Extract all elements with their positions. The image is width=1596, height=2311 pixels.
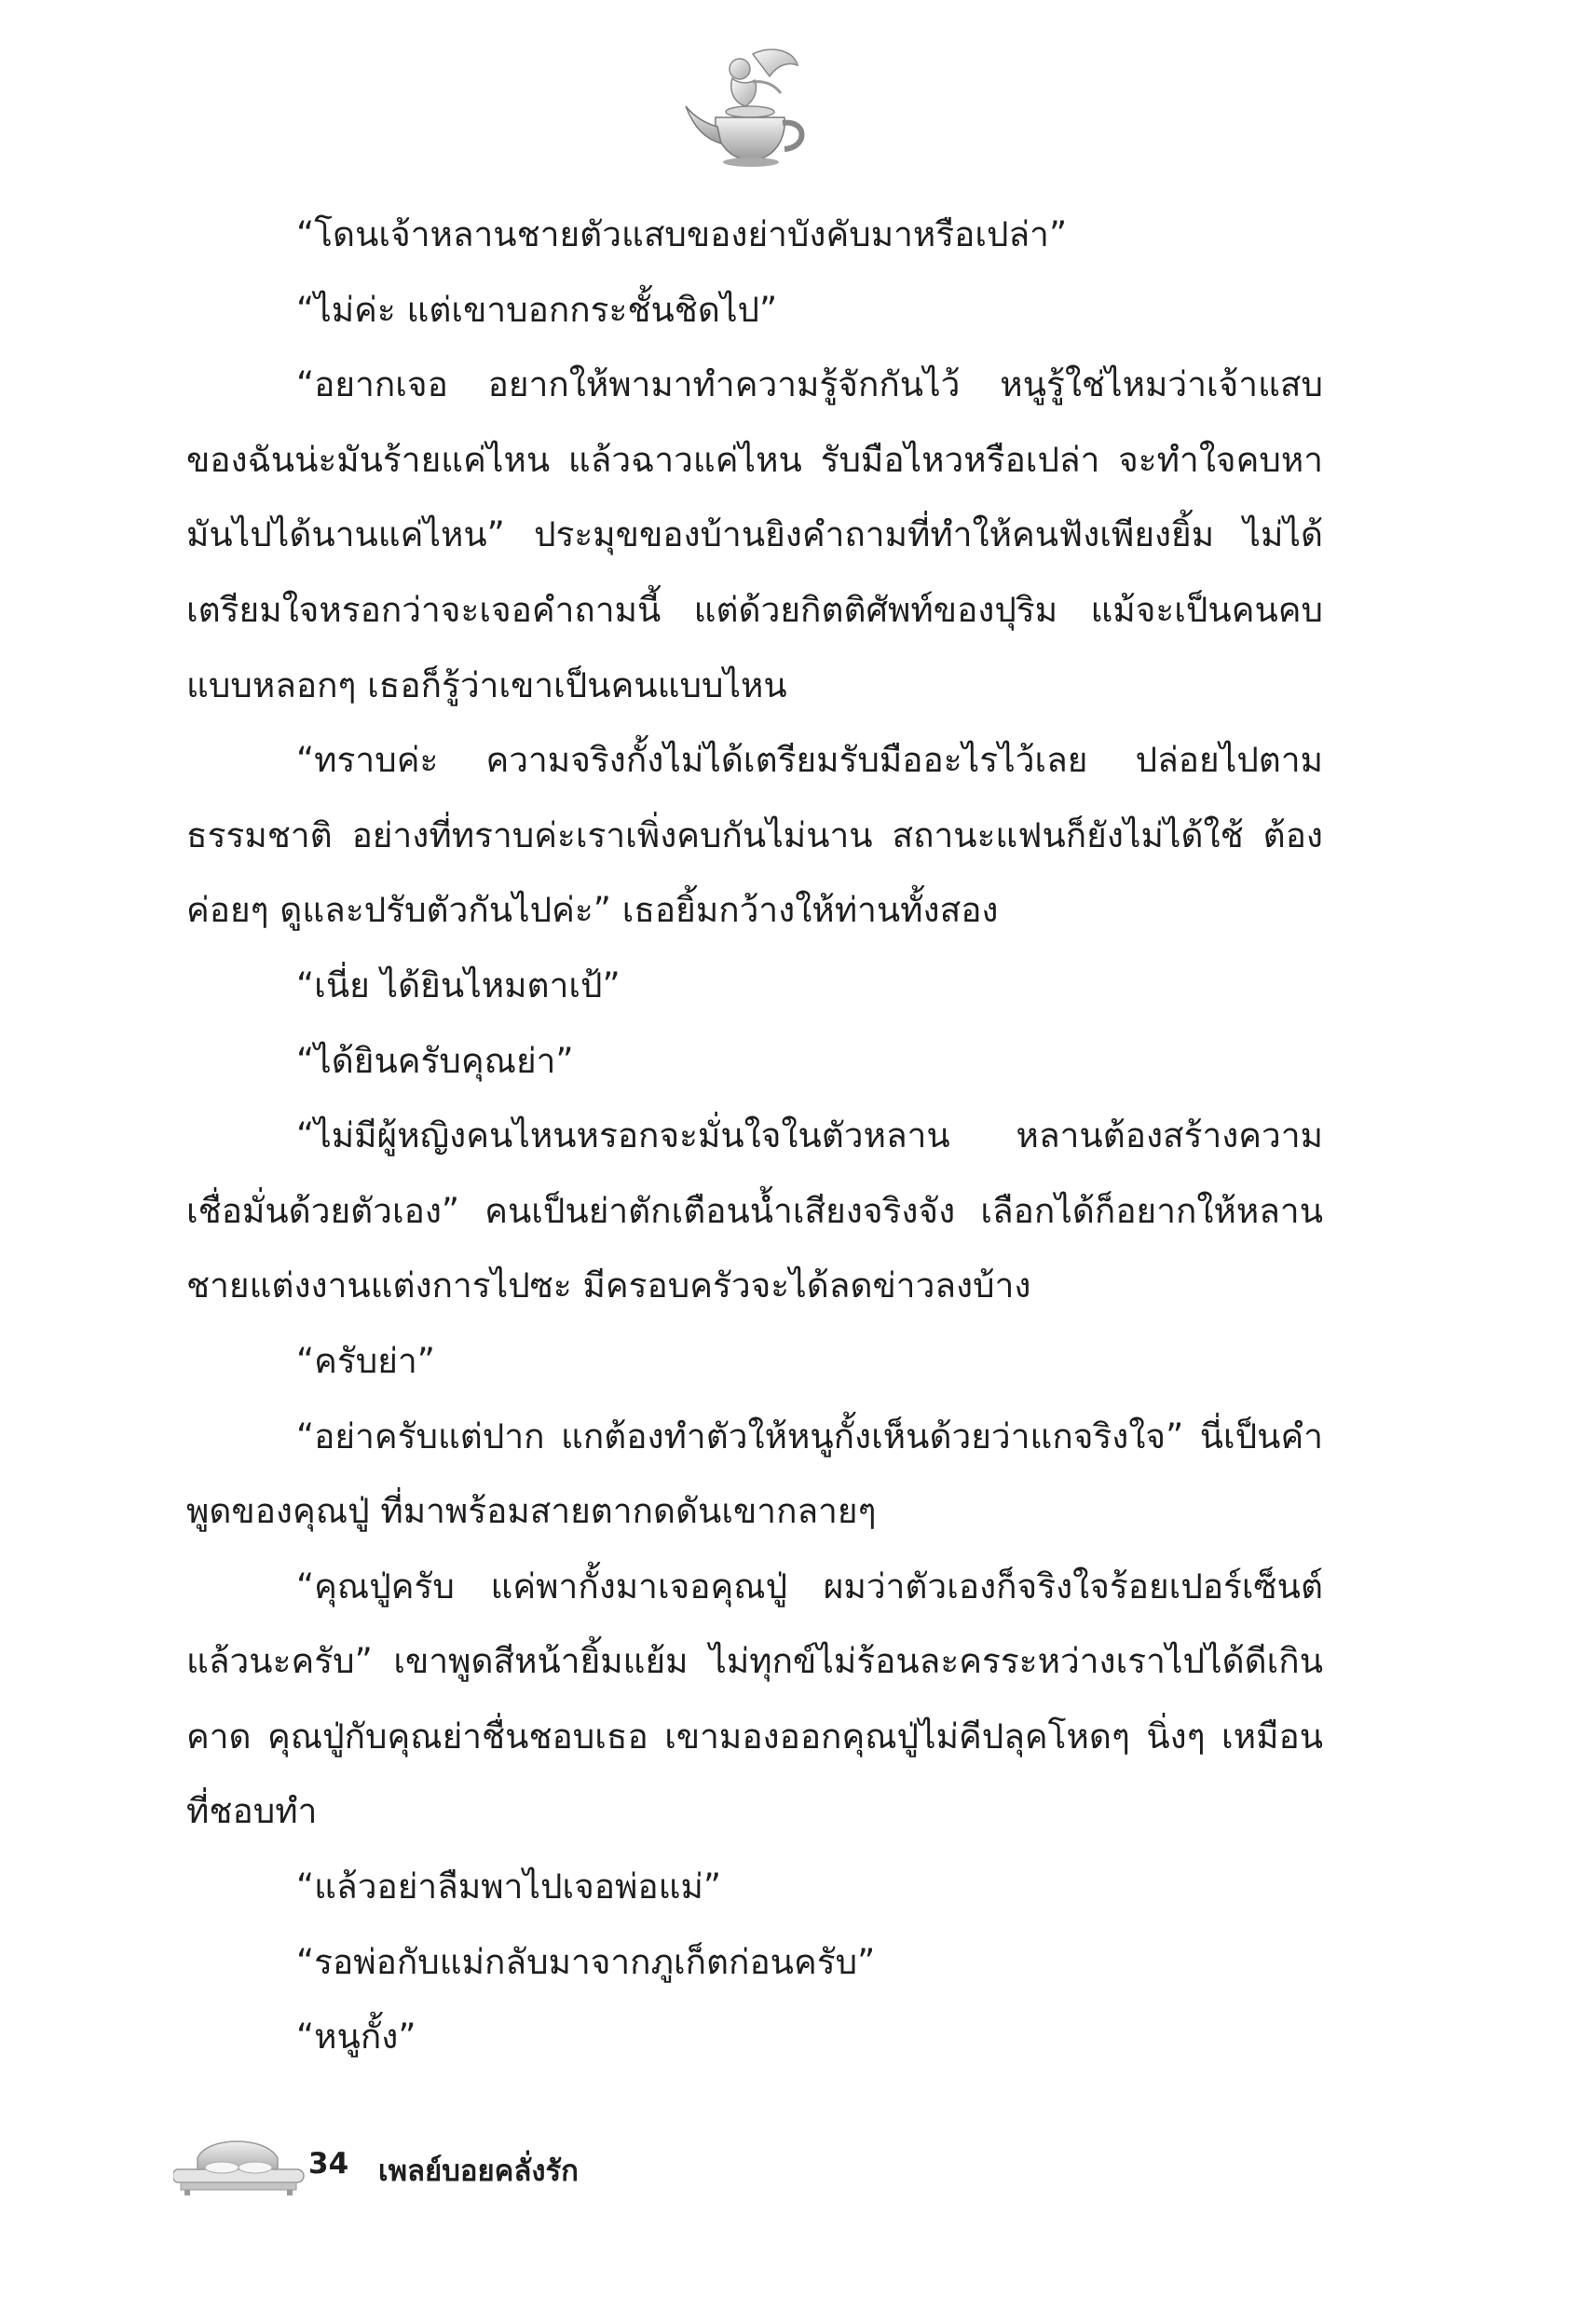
- page-footer: [173, 2132, 732, 2197]
- paragraph: “แล้วอย่าลืมพาไปเจอพ่อแม่”: [296, 1867, 722, 1908]
- paragraph: “ไม่มีผู้หญิงคนไหนหรอกจะมั่นใจในตัวหลาน หลานต้องสร้างความเชื่อมั่นด้วยตัวเอง” คนเป็นย่าตักเตือนน้ำเสียงจริงจัง เลือกได้ก็อยากให้หลานชายแต่งงานแต่งการไปซะ มีครอบครัวจะได้ลดข่าวลงบ้าง: [186, 1115, 1323, 1306]
- paragraph: “อย่าครับแต่ปาก แกต้องทำตัวให้หนูกั้งเห็นด้วยว่าแกจริงใจ” นี่เป็นคำพูดของคุณปู่ ที่มาพร้อมสายตากดดันเขากลายๆ: [186, 1415, 1323, 1532]
- paragraph: “โดนเจ้าหลานชายตัวแสบของย่าบังคับมาหรือเปล่า”: [296, 214, 1068, 254]
- page-number: 34: [308, 2147, 349, 2181]
- paragraph: “เนี่ย ได้ยินไหมตาเป้”: [296, 964, 621, 1005]
- paragraph: “คุณปู่ครับ แค่พากั้งมาเจอคุณปู่ ผมว่าตัวเองก็จริงใจร้อยเปอร์เซ็นต์แล้วนะครับ” เขาพูดสีหน้ายิ้มแย้ม ไม่ทุกข์ไม่ร้อนละครระหว่างเราไปได้ดีเกินคาด คุณปู่กับคุณย่าชื่นชอบเธอ เขามองออกคุณปู่ไม่คีปลุคโหดๆ นิ่งๆ เหมือนที่ชอบทำ: [186, 1566, 1323, 1832]
- paragraph: “หนูกั้ง”: [296, 2017, 416, 2058]
- paragraph: “อยากเจอ อยากให้พามาทำความรู้จักกันไว้ หนูรู้ใช่ไหมว่าเจ้าแสบของฉันน่ะมันร้ายแค่ไหน แล้วฉาวแค่ไหน รับมือไหวหรือเปล่า จะทำใจคบหามันไปได้นานแค่ไหน” ประมุขของบ้านยิงคำถามที่ทำให้คนฟังเพียงยิ้ม ไม่ได้เตรียมใจหรอกว่าจะเจอคำถามนี้ แต่ด้วยกิตติศัพท์ของปุริม แม้จะเป็นคนคบแบบหลอกๆ เธอก็รู้ว่าเขาเป็นคนแบบไหน: [186, 364, 1323, 705]
- book-title: เพลย์บอยคลั่งรัก: [378, 2154, 579, 2188]
- page-body-text: [186, 198, 1323, 2075]
- paragraph: “ทราบค่ะ ความจริงกั้งไม่ได้เตรียมรับมืออะไรไว้เลย ปล่อยไปตามธรรมชาติ อย่างที่ทราบค่ะเราเพิ่งคบกันไม่นาน สถานะแฟนก็ยังไม่ได้ใช้ ต้องค่อยๆ ดูและปรับตัวกันไปค่ะ” เธอยิ้มกว้างให้ท่านทั้งสอง: [186, 740, 1323, 931]
- cupid-teapot-ornament-icon: [680, 45, 820, 175]
- paragraph: “ครับย่า”: [296, 1340, 435, 1381]
- paragraph: “ไม่ค่ะ แต่เขาบอกกระชั้นชิดไป”: [296, 289, 778, 330]
- paragraph: “รอพ่อกับแม่กลับมาจากภูเก็ตก่อนครับ”: [296, 1941, 876, 1982]
- paragraph: “ได้ยินครับคุณย่า”: [296, 1040, 574, 1081]
- bed-ornament-icon: [173, 2132, 308, 2197]
